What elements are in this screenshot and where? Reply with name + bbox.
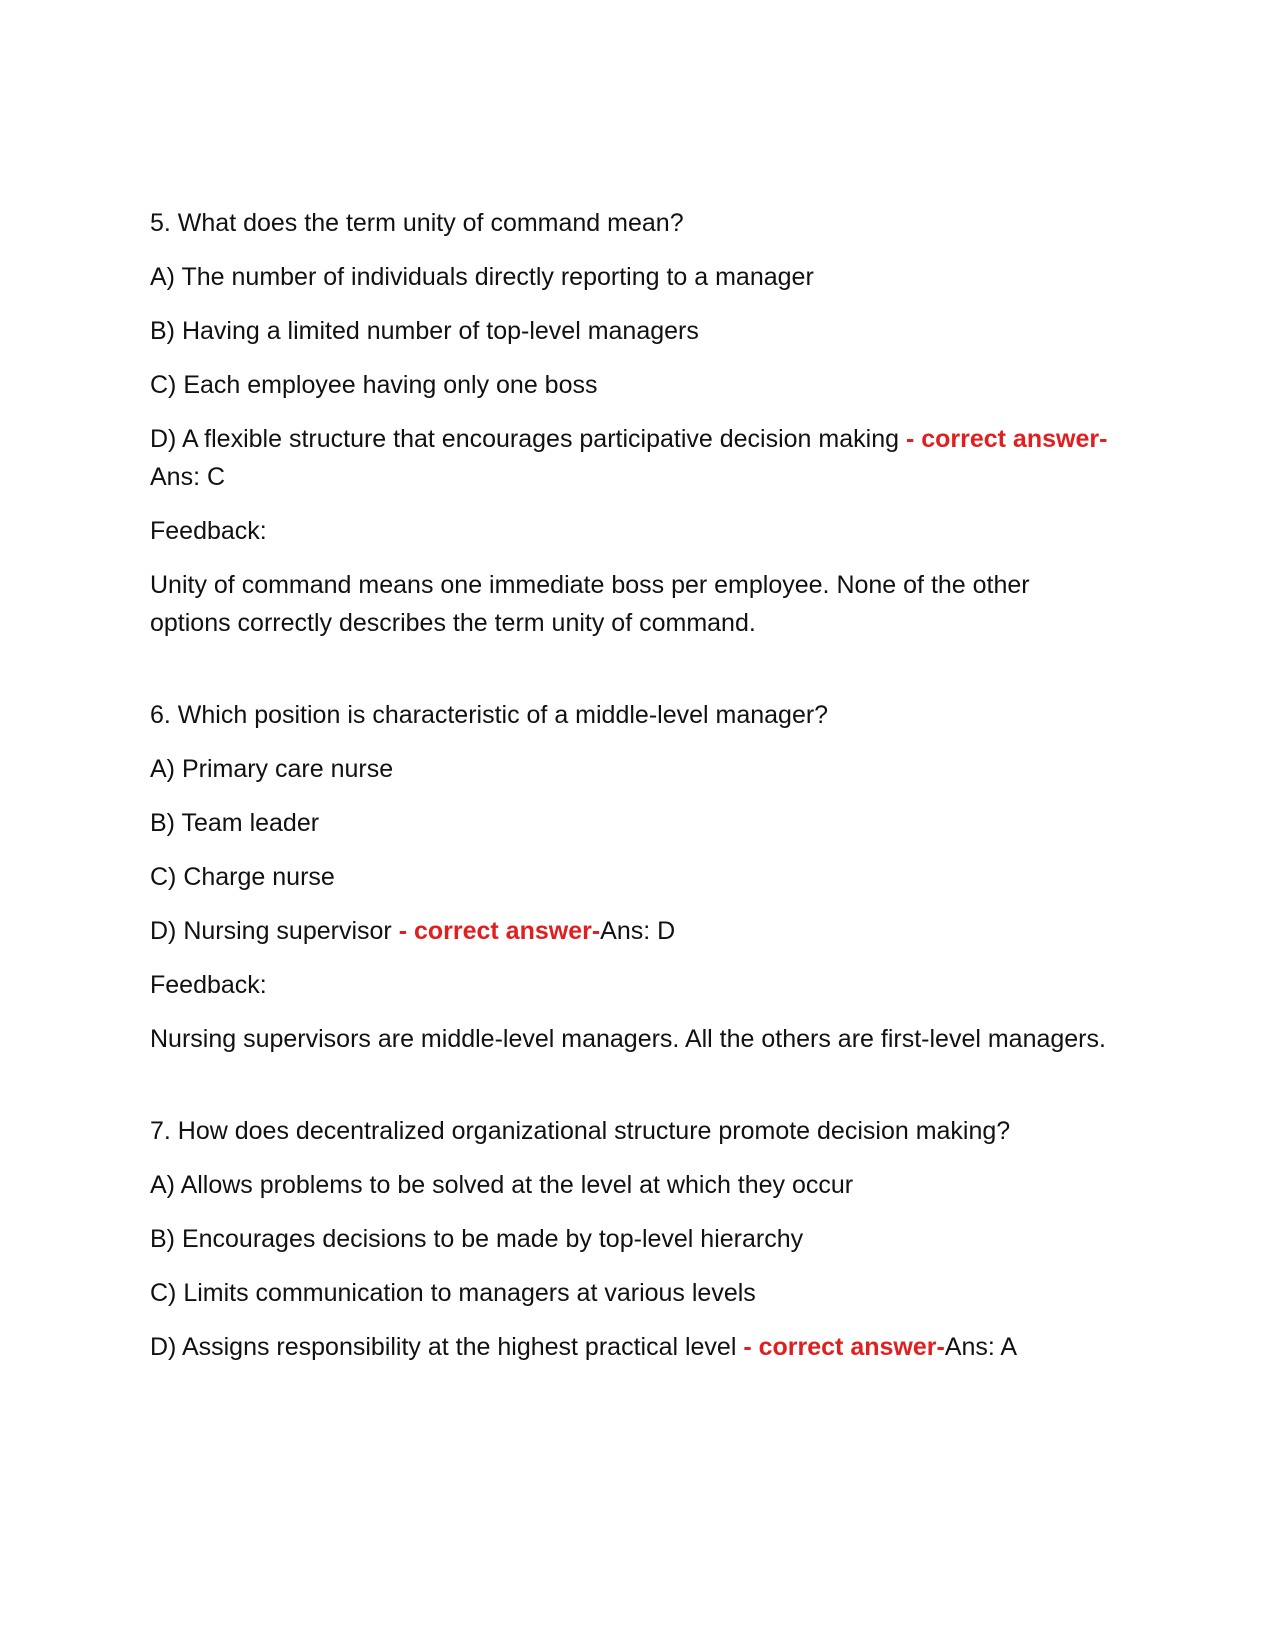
option-c: C) Charge nurse <box>150 863 335 891</box>
question-stem: 7. How does decentralized organizational structure promote decision making? <box>150 1117 1011 1145</box>
question-5 <box>150 204 1110 642</box>
option-b: B) Team leader <box>150 809 320 837</box>
option-d: D) A flexible structure that encourages participative decision making <box>150 425 906 453</box>
feedback-label: Feedback: <box>150 971 267 999</box>
option-a: A) Primary care nurse <box>150 755 394 783</box>
option-c: C) Each employee having only one boss <box>150 371 598 399</box>
question-stem: 5. What does the term unity of command mean? <box>150 209 684 237</box>
answer-key: Ans: A <box>944 1333 1018 1361</box>
correct-answer-marker: - correct answer- <box>743 1333 945 1361</box>
feedback-text: Unity of command means one immediate boss per employee. None of the other options correctly describes the term unity of command. <box>150 571 1030 637</box>
option-d-with-answer <box>150 420 1110 496</box>
option-c: C) Limits communication to managers at various levels <box>150 1279 756 1307</box>
option-b: B) Encourages decisions to be made by top-level hierarchy <box>150 1225 804 1253</box>
question-stem: 6. Which position is characteristic of a middle-level manager? <box>150 701 829 729</box>
option-d: D) Nursing supervisor <box>150 917 399 945</box>
option-b: B) Having a limited number of top-level managers <box>150 317 699 345</box>
option-d-with-answer <box>150 1328 1110 1366</box>
question-7 <box>150 1112 1110 1366</box>
feedback-label: Feedback: <box>150 517 267 545</box>
option-d: D) Assigns responsibility at the highest practical level <box>150 1333 744 1361</box>
correct-answer-marker: - correct answer- <box>905 425 1108 453</box>
question-6 <box>150 696 1110 1058</box>
option-d-with-answer <box>150 912 1110 950</box>
answer-key: Ans: D <box>600 917 676 945</box>
option-a: A) Allows problems to be solved at the level at which they occur <box>150 1171 854 1199</box>
answer-key: Ans: C <box>150 463 226 491</box>
document-content <box>150 204 1110 1420</box>
feedback-text: Nursing supervisors are middle-level managers. All the others are first-level managers. <box>150 1025 1106 1053</box>
option-a: A) The number of individuals directly reporting to a manager <box>150 263 814 291</box>
correct-answer-marker: - correct answer- <box>398 917 601 945</box>
